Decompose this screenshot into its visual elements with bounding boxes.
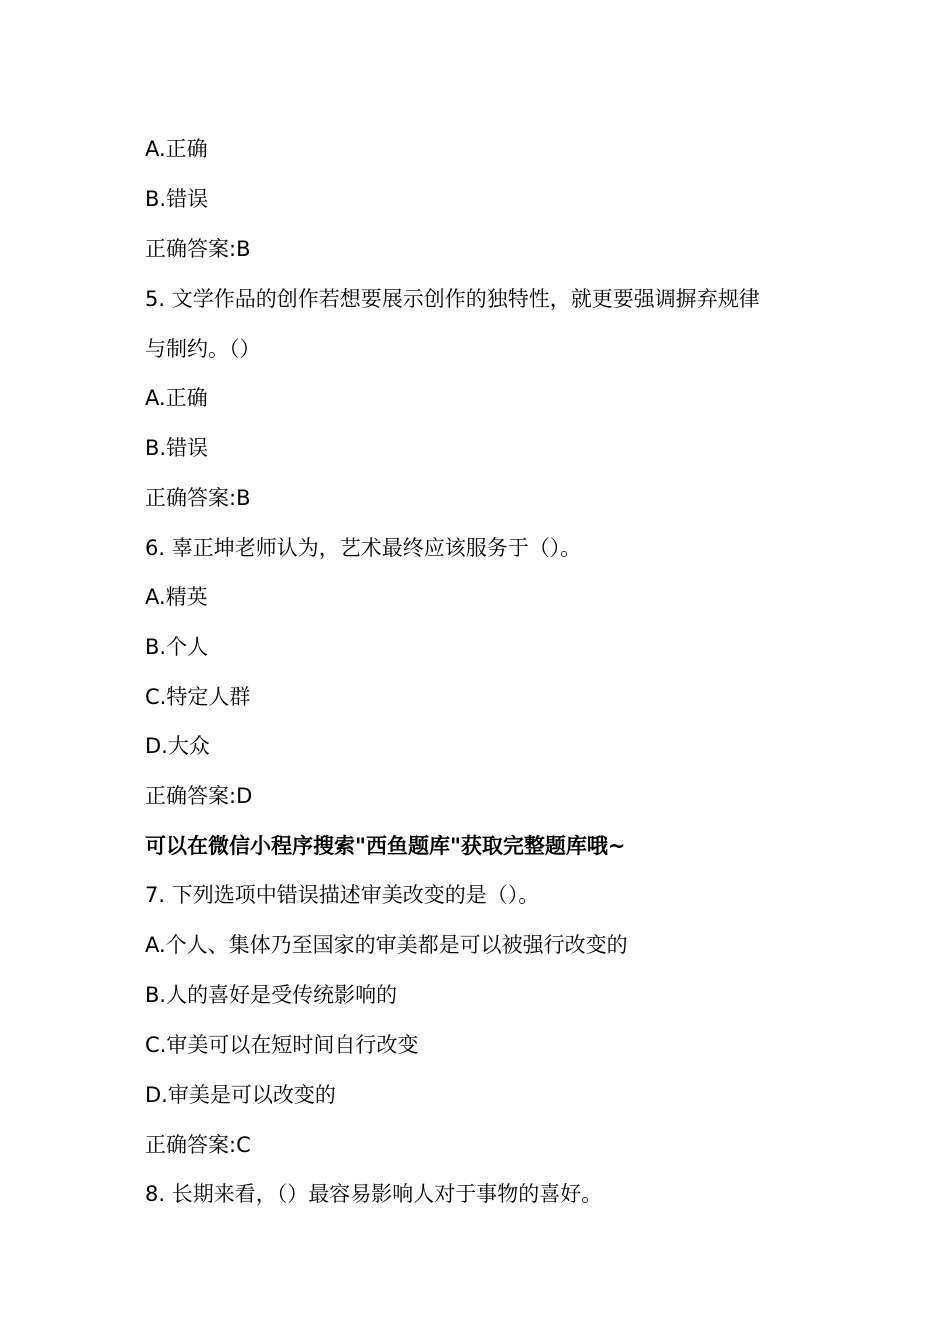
- question-6: 6. 辜正坤老师认为，艺术最终应该服务于（）。: [145, 536, 582, 560]
- option-a-q6: A.精英: [145, 585, 208, 609]
- option-a-q5: A.正确: [145, 386, 208, 410]
- option-c-q7: C.审美可以在短时间自行改变: [145, 1033, 419, 1057]
- question-8: 8. 长期来看，（）最容易影响人对于事物的喜好。: [145, 1182, 603, 1206]
- option-b-q6: B.个人: [145, 635, 209, 659]
- question-5-line-2: 与制约。（）: [145, 337, 261, 361]
- option-d-q7: D.审美是可以改变的: [145, 1083, 336, 1107]
- option-b-q4: B.错误: [145, 187, 209, 211]
- answer-q4: 正确答案:B: [145, 237, 251, 261]
- option-b-q5: B.错误: [145, 436, 209, 460]
- answer-q7: 正确答案:C: [145, 1133, 251, 1157]
- option-a-q4: A.正确: [145, 137, 208, 161]
- option-b-q7: B.人的喜好是受传统影响的: [145, 983, 398, 1007]
- option-c-q6: C.特定人群: [145, 685, 251, 709]
- question-5-line-1: 5. 文学作品的创作若想要展示创作的独特性，就更要强调摒弃规律: [145, 287, 760, 311]
- promo-notice: 可以在微信小程序搜索"西鱼题库"获取完整题库哦~: [145, 834, 626, 858]
- answer-q5: 正确答案:B: [145, 486, 251, 510]
- option-d-q6: D.大众: [145, 734, 210, 758]
- question-7: 7. 下列选项中错误描述审美改变的是（）。: [145, 883, 540, 907]
- option-a-q7: A.个人、集体乃至国家的审美都是可以被强行改变的: [145, 933, 628, 957]
- answer-q6: 正确答案:D: [145, 784, 253, 808]
